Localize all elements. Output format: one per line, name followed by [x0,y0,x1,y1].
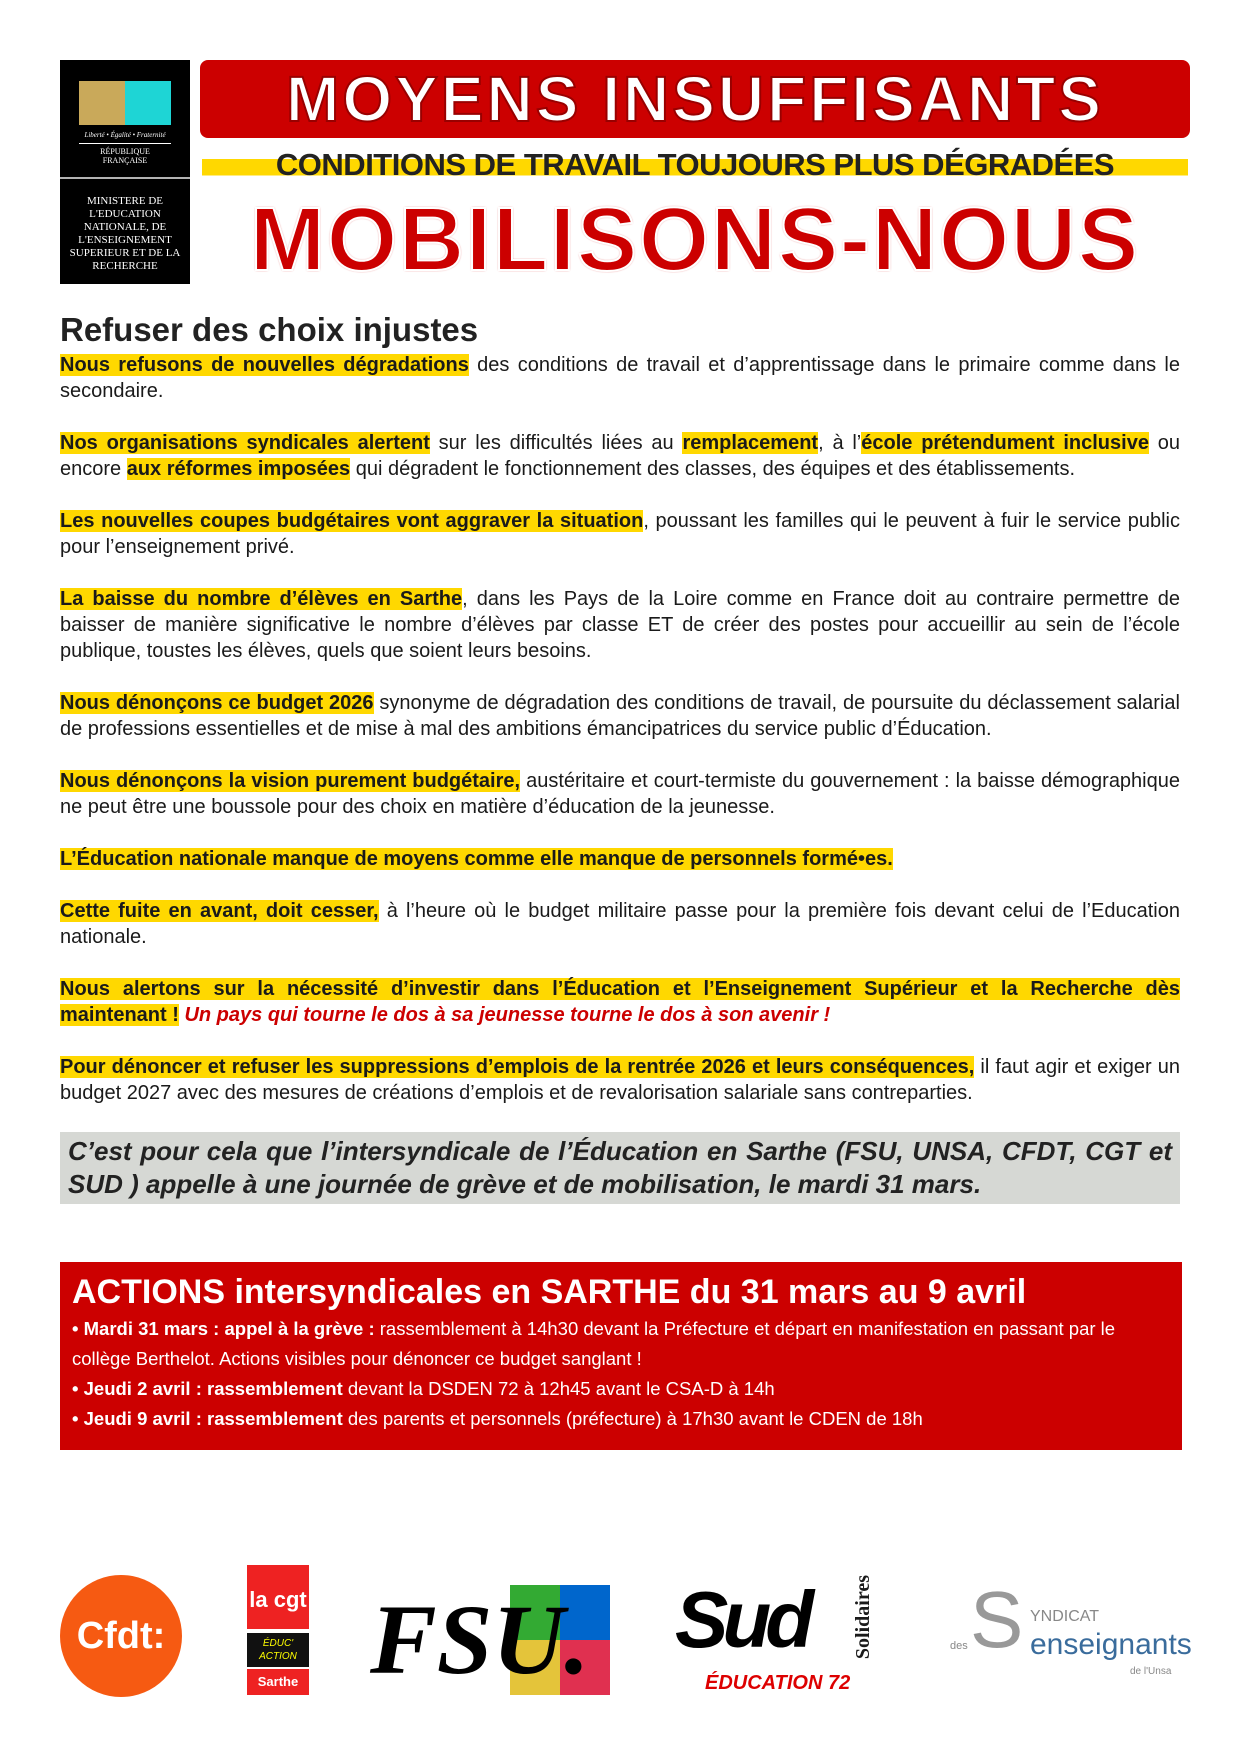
section-heading: Refuser des choix injustes [60,311,479,348]
paragraph: Les nouvelles coupes budgétaires vont aggraver la situation, poussant les familles qui le peuvent à fuir le service public pour l’enseignement privé. [60,510,1180,558]
sud-education-logo: Sud ÉDUCATION 72 Solidaires [675,1575,874,1694]
title-moyens: MOYENS INSUFFISANTS [200,60,1190,138]
actions-box [60,1262,1182,1450]
paragraph: La baisse du nombre d’élèves en Sarthe, dans les Pays de la Loire comme en France doit au contraire permettre de baisser de manière significative le nombre d’élèves par classe ET de créer des postes pour accueillir au sein de l’école publique, toustes les élèves, quels que soient leurs besoins. [60,588,1180,662]
paragraph: L’Éducation nationale manque de moyens comme elle manque de personnels formé•es. [60,848,893,870]
title-mobilisons: MOBILISONS-NOUS [249,190,1140,290]
action-item: • Jeudi 2 avril : rassemblement devant la DSDEN 72 à 12h45 avant le CSA-D à 14h [72,1378,775,1399]
actions-title: ACTIONS intersyndicales en SARTHE du 31 mars au 9 avril [72,1273,1027,1311]
fsu-logo: FSU. [370,1585,610,1695]
marianne-icon [79,81,171,125]
cgt-logo: la cgt ÉDUC' ACTION Sarthe [247,1565,309,1695]
callout-strike: C’est pour cela que l’intersyndicale de l’Éducation en Sarthe (FSU, UNSA, CFDT, CGT et SUD ) appelle à une journée de grève et de mobilisation, le mardi 31 mars. [60,1132,1180,1204]
se-unsa-logo: S YNDICAT des enseignants de l'Unsa [950,1575,1192,1677]
paragraph: Nous alertons sur la nécessité d’investir dans l’Éducation et l’Enseignement Supérieur et la Recherche dès maintenant ! Un pays qui tourne le dos à sa jeunesse tourne le dos à son avenir ! [60,978,1180,1026]
ministry-logo: Liberté • Égalité • Fraternité RÉPUBLIQUE FRANÇAISE MINISTERE DE L'EDUCATION NATIONALE, DE L'ENSEIGNEMENT SUPERIEUR ET DE LA RECHERCHE [60,60,190,284]
paragraph: Nos organisations syndicales alertent sur les difficultés liées au remplacement, à l’école prétendument inclusive ou encore aux réformes imposées qui dégradent le fonctionnement des classes, des équipes et des établissements. [60,432,1181,480]
union-logos [60,1565,1192,1695]
cfdt-logo: Cfdt: [60,1575,182,1697]
paragraph: Cette fuite en avant, doit cesser, à l’heure où le budget militaire passe pour la première fois devant celui de l’Education nationale. [60,900,1180,948]
main-content [60,308,1182,1450]
paragraph: Pour dénoncer et refuser les suppressions d’emplois de la rentrée 2026 et leurs conséquences, il faut agir et exiger un budget 2027 avec des mesures de créations d’emplois et de revalorisation salariale sans contreparties. [60,1056,1180,1104]
action-item: • Mardi 31 mars : appel à la grève : rassemblement à 14h30 devant la Préfecture et départ en manifestation en passant par le collège Berthelot. Actions visibles pour dénoncer ce budget sanglant ! [72,1318,1116,1369]
subtitle-conditions: CONDITIONS DE TRAVAIL TOUJOURS PLUS DÉGRADÉES [202,150,1188,180]
paragraph: Nous dénonçons la vision purement budgétaire, austéritaire et court-termiste du gouvernement : la baisse démographique ne peut être une boussole pour des choix en matière d’éducation de la jeunesse. [60,770,1180,818]
paragraph: Nous refusons de nouvelles dégradations des conditions de travail et d’apprentissage dans le primaire comme dans le secondaire. [60,354,1180,402]
action-item: • Jeudi 9 avril : rassemblement des parents et personnels (préfecture) à 17h30 avant le CDEN de 18h [72,1408,923,1429]
paragraph: Nous dénonçons ce budget 2026 synonyme de dégradation des conditions de travail, de poursuite du déclassement salarial de professions essentielles et de mise à mal des ambitions émancipatrices du service public d’Éducation. [60,692,1180,740]
